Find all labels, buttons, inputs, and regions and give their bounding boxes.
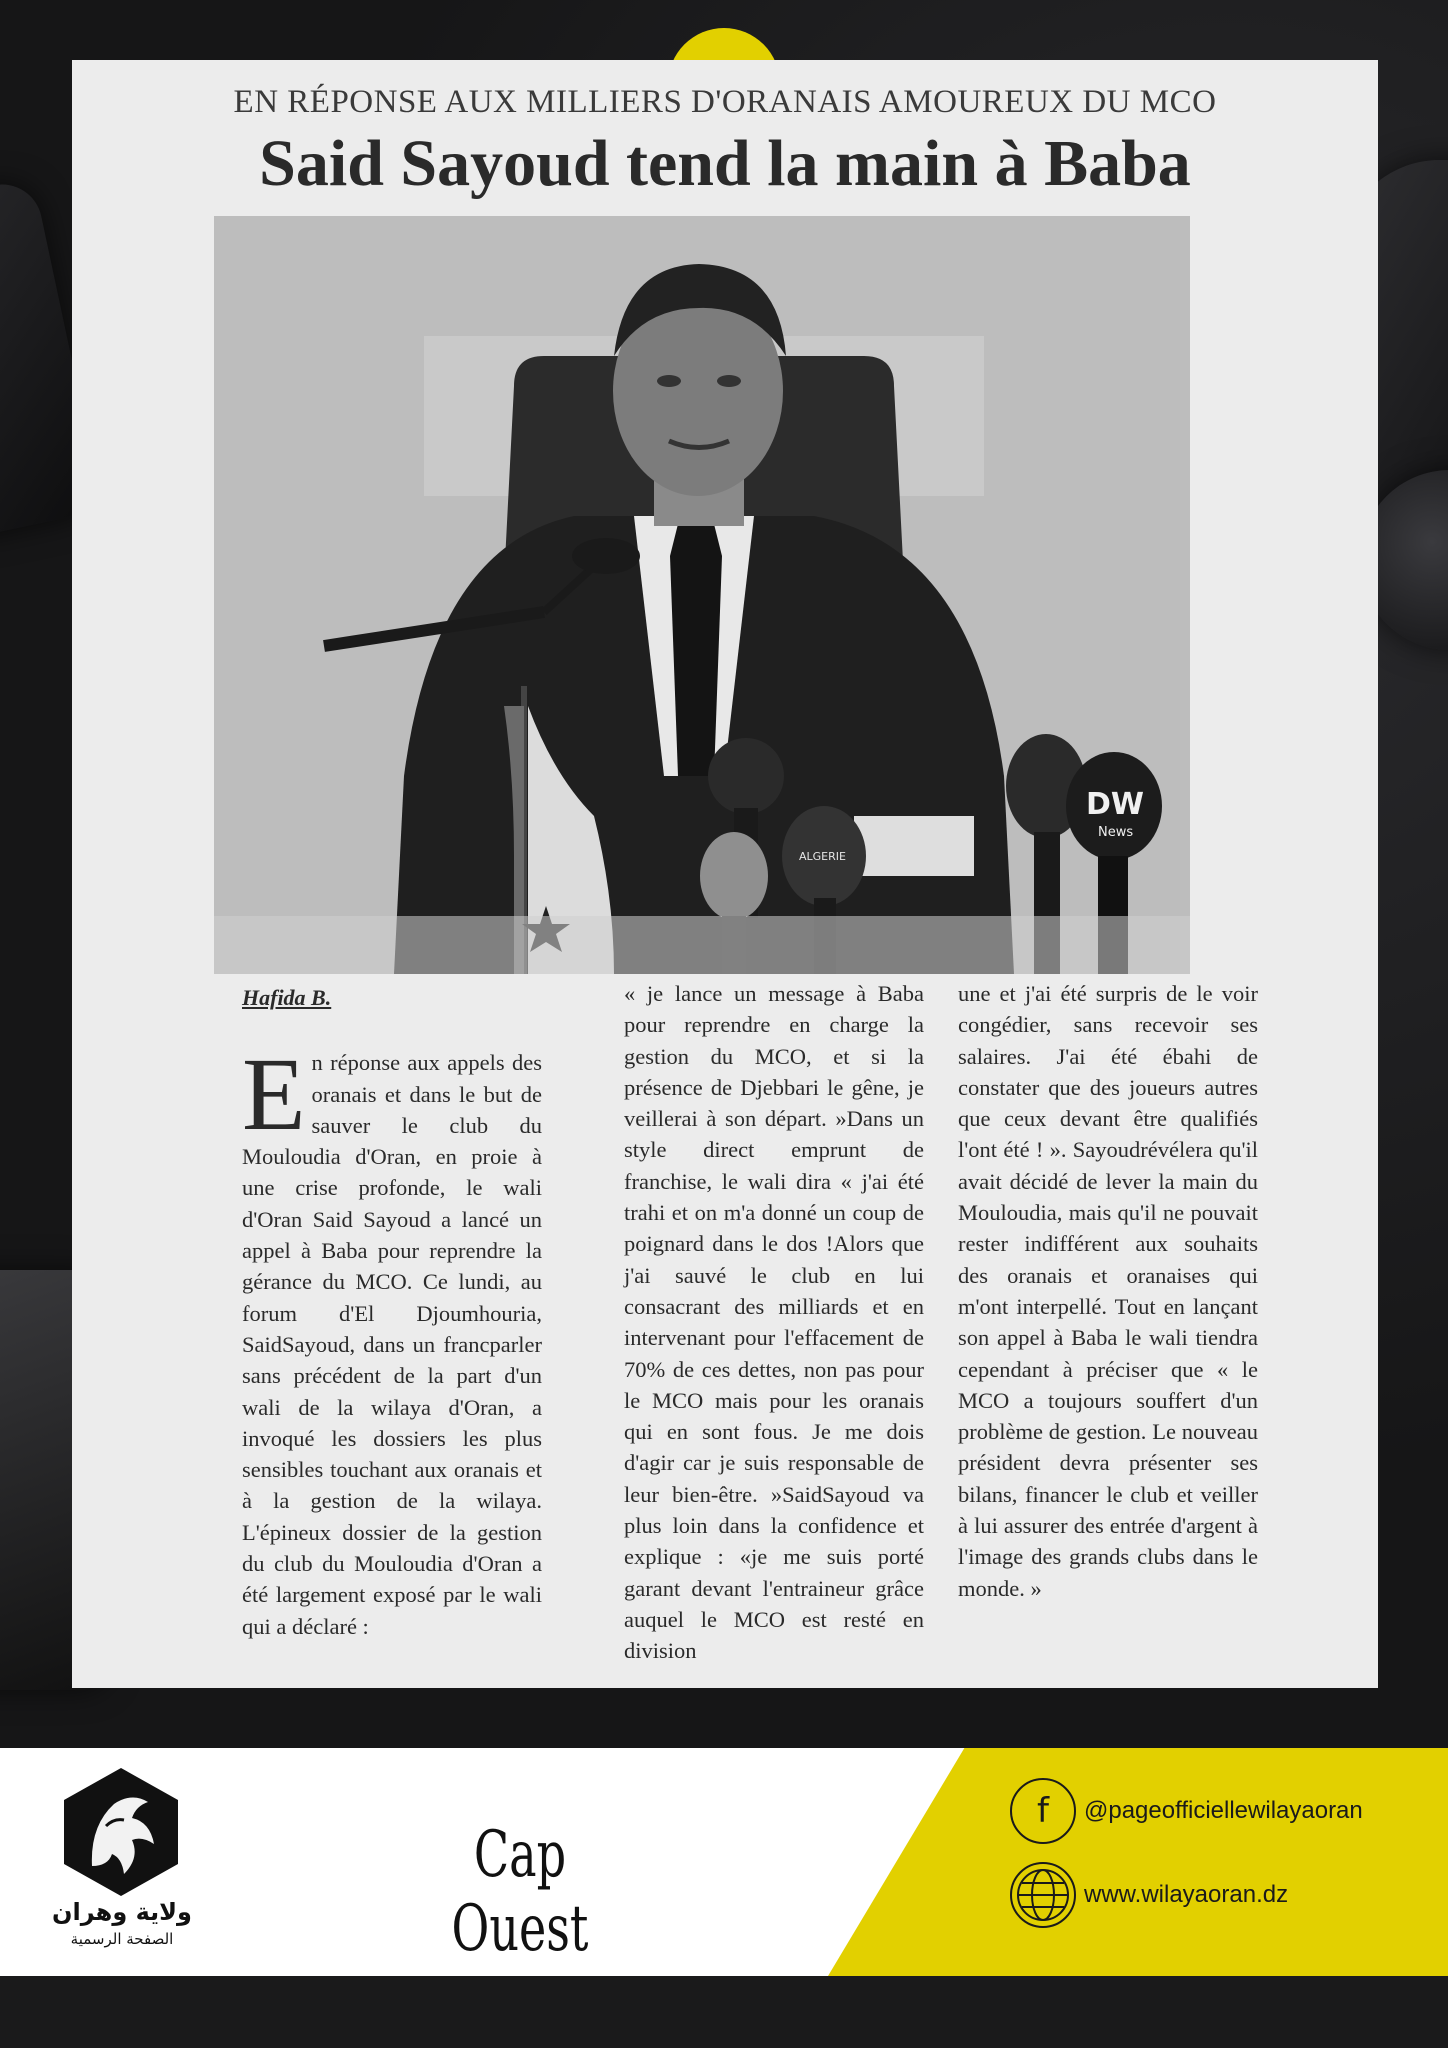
- article-kicker: EN RÉPONSE AUX MILLIERS D'ORANAIS AMOUREUX DU MCO: [233, 84, 1217, 120]
- facebook-icon: f: [1010, 1778, 1076, 1844]
- mic-label-news: News: [1098, 825, 1134, 840]
- website-link[interactable]: [1010, 1862, 1288, 1928]
- article-column-3: une et j'ai été surpris de le voir congédier, sans recevoir ses salaires. J'ai été ébahi de constater que des joueurs autres que ceux devant être qualifiés l'ont été ! ». Sayoudrévélera qu'il avait décidé de lever la main du Mouloudia, mais qu'il ne pouvait rester indifférent aux souhaits des oranais et oranaises qui m'ont interpellé. Tout en lançant son appel à Baba le wali tiendra cependant à préciser que « le MCO a toujours souffert d'un problème de gestion. Le nouveau président devra présenter ses bilans, financer le club et veiller à lui assurer des entrée d'argent à l'image des grands clubs dans le monde. »: [958, 981, 1258, 1601]
- article-body: [242, 978, 1268, 1678]
- newspaper-clipping: [72, 60, 1378, 1688]
- brand-name: Cap Ouest: [451, 1818, 589, 1966]
- article-photo: [214, 216, 1190, 974]
- article-byline: Hafida B.: [242, 985, 332, 1010]
- facebook-link[interactable]: [1010, 1778, 1363, 1844]
- lion-logo-icon: [62, 1766, 180, 1898]
- column-1-text: n réponse aux appels des oranais et dans le but de sauver le club du Mouloudia d'Oran, en proie à une crise profonde, le wali d'Oran Said Sayoud a lancé un appel à Baba pour reprendre la gérance du MCO. Ce lundi, au forum d'El Djoumhouria, SaidSayoud, dans un francparler sans précédent de la part d'un wali de la wilaya d'Oran, a invoqué les dossiers les plus sensibles touchant aux oranais et à la gestion de la wilaya. L'épineux dossier de la gestion du club du Mouloudia d'Oran a été largement exposé par le wali qui a déclaré :: [242, 1050, 542, 1639]
- dropcap-letter: E: [242, 1037, 306, 1153]
- logo-arabic-title: ولاية وهران: [52, 1898, 192, 1926]
- mic-label-algerie: ALGERIE: [799, 850, 846, 863]
- logo-arabic-subtitle: الصفحة الرسمية: [70, 1930, 174, 1948]
- facebook-handle[interactable]: @pageofficiellewilayaoran: [1084, 1797, 1363, 1824]
- globe-icon: [1010, 1862, 1076, 1928]
- bottom-strip: [0, 1976, 1448, 2048]
- website-url[interactable]: www.wilayaoran.dz: [1084, 1881, 1289, 1908]
- mic-label-dw: DW: [1086, 787, 1144, 822]
- footer-bar: [0, 1748, 1448, 1976]
- article-column-2: « je lance un message à Baba pour reprendre en charge la gestion du MCO, et si la présence de Djebbari le gêne, je veillerai à son départ. »Dans un style direct emprunt de franchise, le wali dira « j'ai été trahi et on m'a donné un coup de poignard dans le dos !Alors que j'ai sauvé le club en lui consacrant des milliards et en intervenant pour l'effacement de 70% de ces dettes, non pas pour le MCO mais pour les oranais qui en sont fous. Je me dois d'agir car je suis responsable de leur bien-être. »SaidSayoud va plus loin dans la confidence et explique : «je me suis porté garant devant l'entraineur grâce auquel le MCO est resté en division: [624, 981, 924, 1664]
- article-column-1: [242, 978, 542, 1642]
- press-conference-photo: [214, 216, 1190, 974]
- article-headline: Said Sayoud tend la main à Baba: [259, 127, 1191, 200]
